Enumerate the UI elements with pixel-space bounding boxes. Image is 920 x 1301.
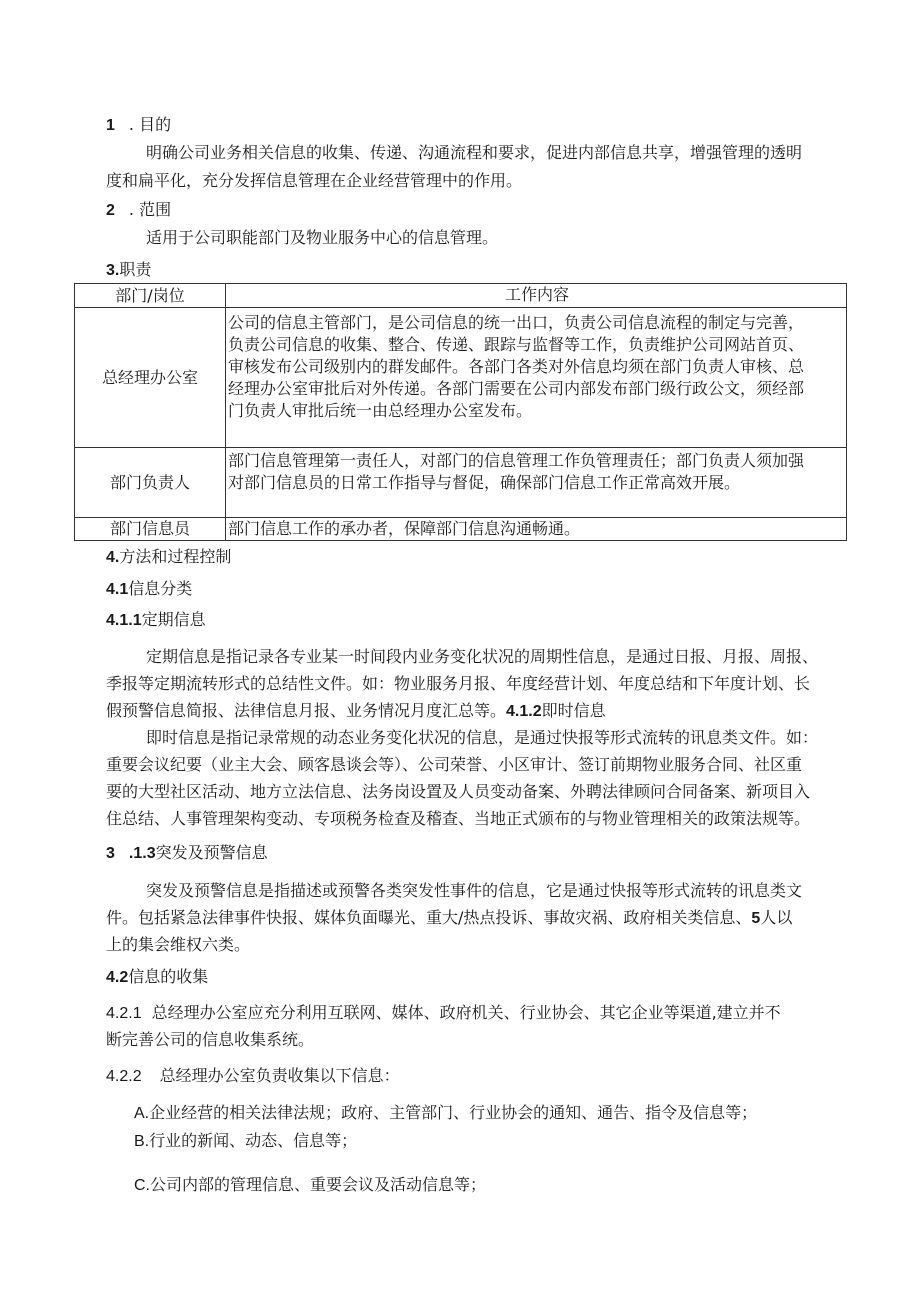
section-number: 2 xyxy=(106,202,115,219)
item-number: 4.2.1 xyxy=(106,1005,142,1022)
role-cell: 部门信息员 xyxy=(75,518,226,541)
subsection-4-1-3-heading xyxy=(106,842,268,865)
paragraph-line: 季报等定期流转形式的总结性文件。如：物业服务月报、年度经营计划、年度总结和下年度计划、长 xyxy=(106,674,811,693)
table-row xyxy=(75,518,847,541)
list-letter: C. xyxy=(134,1177,150,1194)
section-title: 定期信息 xyxy=(141,610,206,629)
table-row xyxy=(75,448,847,518)
item-number: 4.2.2 xyxy=(106,1068,142,1085)
section-number: 4.1.1 xyxy=(106,612,142,629)
table-row xyxy=(75,308,847,448)
content-cell xyxy=(226,518,847,541)
paragraph-text: 人以 xyxy=(760,908,793,927)
content-line: 公司的信息主管部门，是公司信息的统一出口，负责公司信息流程的制定与完善， xyxy=(228,313,805,332)
section-number: 4.1.2 xyxy=(506,703,542,720)
section-title: 信息的收集 xyxy=(128,967,209,986)
table-header-cell: 部门/岗位 xyxy=(75,284,226,308)
content-line: 负责公司信息的收集、整合、传递、跟踪与监督等工作，负责维护公司网站首页、 xyxy=(228,335,805,354)
item-text: 总经理办公室负责收集以下信息： xyxy=(159,1066,400,1085)
item-4-2-2 xyxy=(106,1065,400,1088)
list-item-c xyxy=(134,1174,486,1197)
section-title: 即时信息 xyxy=(541,701,606,720)
section-1-heading xyxy=(106,114,171,137)
paragraph-line: 要的大型社区活动、地方立法信息、法务岗设置及人员变动备案、外聘法律顾问合同备案、新项目入 xyxy=(106,782,811,801)
content-cell xyxy=(226,448,847,518)
paragraph-line: 即时信息是指记录常规的动态业务变化状况的信息，是通过快报等形式流转的讯息类文件。如： xyxy=(146,728,819,747)
role-cell: 部门负责人 xyxy=(75,448,226,518)
list-text: 行业的新闻、动态、信息等； xyxy=(149,1131,358,1150)
section-number: 1 xyxy=(106,117,115,134)
paragraph-line: 重要会议纪要（业主大会、顾客恳谈会等）、公司荣誉、小区审计、签订前期物业服务合同、社区重 xyxy=(106,755,803,774)
section-number: .1.3 xyxy=(128,845,156,862)
content-line: 部门信息工作的承办者，保障部门信息沟通畅通。 xyxy=(228,519,581,538)
list-letter: A. xyxy=(134,1105,150,1122)
content-line: 经理办公室审批后对外传递。各部门需要在公司内部发布部门级行政公文，须经部 xyxy=(228,379,805,398)
content-line: 门负责人审批后统一由总经理办公室发布。 xyxy=(228,401,533,420)
list-item-a xyxy=(134,1102,757,1125)
list-letter: B. xyxy=(134,1133,150,1150)
section-title: . 目的 xyxy=(128,115,172,134)
section-number: 4.2 xyxy=(106,969,129,986)
paragraph-line: 住总结、人事管理架构变动、专项税务检查及稽查、当地正式颁布的与物业管理相关的政策法规等。 xyxy=(106,809,811,828)
item-4-2-1 xyxy=(106,1002,781,1025)
paragraph-text: 件。包括紧急法律事件快报、媒体负面曝光、重大/热点投诉、事故灾祸、政府相关类信息、 xyxy=(106,908,752,927)
paragraph-number: 5 xyxy=(751,910,761,927)
role-cell: 总经理办公室 xyxy=(75,308,226,448)
subsection-4-1-1-heading xyxy=(106,609,206,632)
paragraph-line xyxy=(106,700,606,723)
section-number: 3 xyxy=(106,845,115,862)
paragraph-line xyxy=(106,907,792,930)
paragraph-line: 适用于公司职能部门及物业服务中心的信息管理。 xyxy=(146,228,499,247)
responsibility-table xyxy=(74,283,847,541)
paragraph-line: 上的集会维权六类。 xyxy=(106,935,251,954)
section-title: 突发及预警信息 xyxy=(155,843,268,862)
paragraph-line: 定期信息是指记录各专业某一时间段内业务变化状况的周期性信息，是通过日报、月报、周报、 xyxy=(146,647,819,666)
list-text: 企业经营的相关法律法规；政府、主管部门、行业协会的通知、通告、指令及信息等； xyxy=(149,1103,758,1122)
section-3-heading xyxy=(106,259,151,282)
table-header-row xyxy=(75,284,847,308)
paragraph-line: 明确公司业务相关信息的收集、传递、沟通流程和要求，促进内部信息共享，增强管理的透明 xyxy=(146,143,803,162)
section-title: 信息分类 xyxy=(128,579,193,598)
list-item-b xyxy=(134,1130,357,1153)
section-number: 4. xyxy=(106,549,120,566)
content-line: 审核发布公司级别内的群发邮件。各部门各类对外信息均须在部门负责人审核、总 xyxy=(228,357,805,376)
list-text: 公司内部的管理信息、重要会议及活动信息等； xyxy=(150,1175,487,1194)
section-title: 职责 xyxy=(119,260,152,279)
section-title: . 范围 xyxy=(128,200,172,219)
paragraph-line: 断完善公司的信息收集系统。 xyxy=(106,1030,315,1049)
item-text: 总经理办公室应充分利用互联网、媒体、政府机关、行业协会、其它企业等渠道,建立并不 xyxy=(151,1003,781,1022)
paragraph-text: 假预警信息简报、法律信息月报、业务情况月度汇总等。 xyxy=(106,701,507,720)
paragraph-line: 度和扁平化，充分发挥信息管理在企业经营管理中的作用。 xyxy=(106,171,523,190)
section-2-heading xyxy=(106,199,171,222)
content-line: 对部门信息员的日常工作指导与督促，确保部门信息工作正常高效开展。 xyxy=(228,473,741,492)
section-title: 方法和过程控制 xyxy=(119,547,232,566)
subsection-4-2-heading xyxy=(106,966,208,989)
section-4-heading xyxy=(106,546,231,569)
subsection-4-1-heading xyxy=(106,578,192,601)
paragraph-line: 突发及预警信息是指描述或预警各类突发性事件的信息，它是通过快报等形式流转的讯息类文 xyxy=(146,881,803,900)
section-number: 3. xyxy=(106,262,120,279)
table-header-cell: 工作内容 xyxy=(226,284,847,308)
content-line: 部门信息管理第一责任人，对部门的信息管理工作负管理责任；部门负责人须加强 xyxy=(228,451,805,470)
section-number: 4.1 xyxy=(106,581,129,598)
content-cell xyxy=(226,308,847,448)
